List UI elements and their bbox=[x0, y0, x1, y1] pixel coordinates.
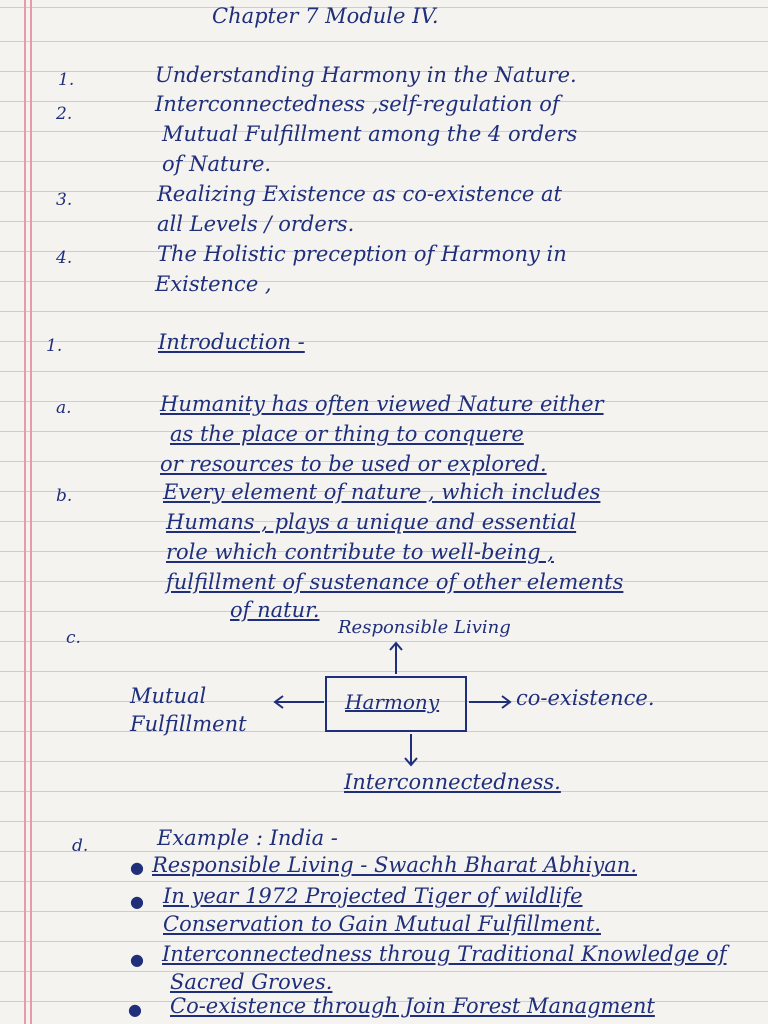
diagram-right-label: co-existence. bbox=[516, 686, 655, 710]
bullet-icon: ● bbox=[130, 950, 144, 969]
point-line: as the place or thing to conquere bbox=[170, 422, 524, 446]
diagram-bottom-label: Interconnectedness. bbox=[344, 770, 561, 794]
example-heading: Example : India - bbox=[157, 826, 338, 850]
arrow-down-icon bbox=[403, 732, 419, 768]
example-bullet-line: Co-existence through Join Forest Managment bbox=[170, 994, 655, 1018]
diagram-number: c. bbox=[66, 628, 81, 648]
point-line: Humanity has often viewed Nature either bbox=[160, 392, 604, 416]
point-number: a. bbox=[56, 398, 72, 418]
arrow-up-icon bbox=[388, 640, 404, 676]
topic-number: 2. bbox=[56, 104, 73, 124]
intro-number: 1. bbox=[46, 336, 63, 356]
bullet-icon: ● bbox=[130, 858, 144, 877]
topic-line: all Levels / orders. bbox=[157, 212, 355, 236]
topic-line: Realizing Existence as co-existence at bbox=[157, 182, 562, 206]
margin-line-left bbox=[24, 0, 26, 1024]
point-number: b. bbox=[56, 486, 73, 506]
point-line: fulfillment of sustenance of other elements bbox=[166, 570, 624, 594]
topic-line: Understanding Harmony in the Nature. bbox=[155, 63, 577, 87]
intro-heading: Introduction - bbox=[158, 330, 305, 354]
topic-number: 1. bbox=[58, 70, 75, 90]
topic-line: Interconnectedness ,self-regulation of bbox=[155, 92, 560, 116]
example-bullet-line: Responsible Living - Swachh Bharat Abhiyan. bbox=[152, 853, 637, 877]
topic-number: 4. bbox=[56, 248, 73, 268]
topic-number: 3. bbox=[56, 190, 73, 210]
example-bullet-line: In year 1972 Projected Tiger of wildlife bbox=[163, 884, 583, 908]
bullet-icon: ● bbox=[130, 892, 144, 911]
arrow-left-icon bbox=[272, 694, 326, 710]
topic-line: of Nature. bbox=[162, 152, 272, 176]
diagram-left-label: Mutual bbox=[130, 684, 207, 708]
arrow-right-icon bbox=[467, 694, 513, 710]
margin-line-right bbox=[30, 0, 32, 1024]
point-line: of natur. bbox=[230, 598, 320, 622]
example-bullet-line: Sacred Groves. bbox=[170, 970, 333, 994]
point-line: or resources to be used or explored. bbox=[160, 452, 547, 476]
point-line: Humans , plays a unique and essential bbox=[166, 510, 577, 534]
harmony-box bbox=[325, 676, 467, 732]
diagram-top-label: Responsible Living bbox=[338, 617, 511, 638]
example-bullet-line: Interconnectedness throug Traditional Knowledge of bbox=[162, 942, 727, 966]
example-bullet-line: Conservation to Gain Mutual Fulfillment. bbox=[163, 912, 601, 936]
point-line: Every element of nature , which includes bbox=[163, 480, 601, 504]
topic-line: Mutual Fulfillment among the 4 orders bbox=[162, 122, 578, 146]
bullet-icon: ● bbox=[128, 1000, 142, 1019]
diagram-left-label: Fulfillment bbox=[130, 712, 247, 736]
page-title: Chapter 7 Module IV. bbox=[212, 4, 439, 28]
example-number: d. bbox=[72, 836, 89, 856]
topic-line: Existence , bbox=[155, 272, 272, 296]
topic-line: The Holistic preception of Harmony in bbox=[157, 242, 567, 266]
diagram-center-label: Harmony bbox=[345, 690, 440, 714]
point-line: role which contribute to well-being , bbox=[166, 540, 554, 564]
